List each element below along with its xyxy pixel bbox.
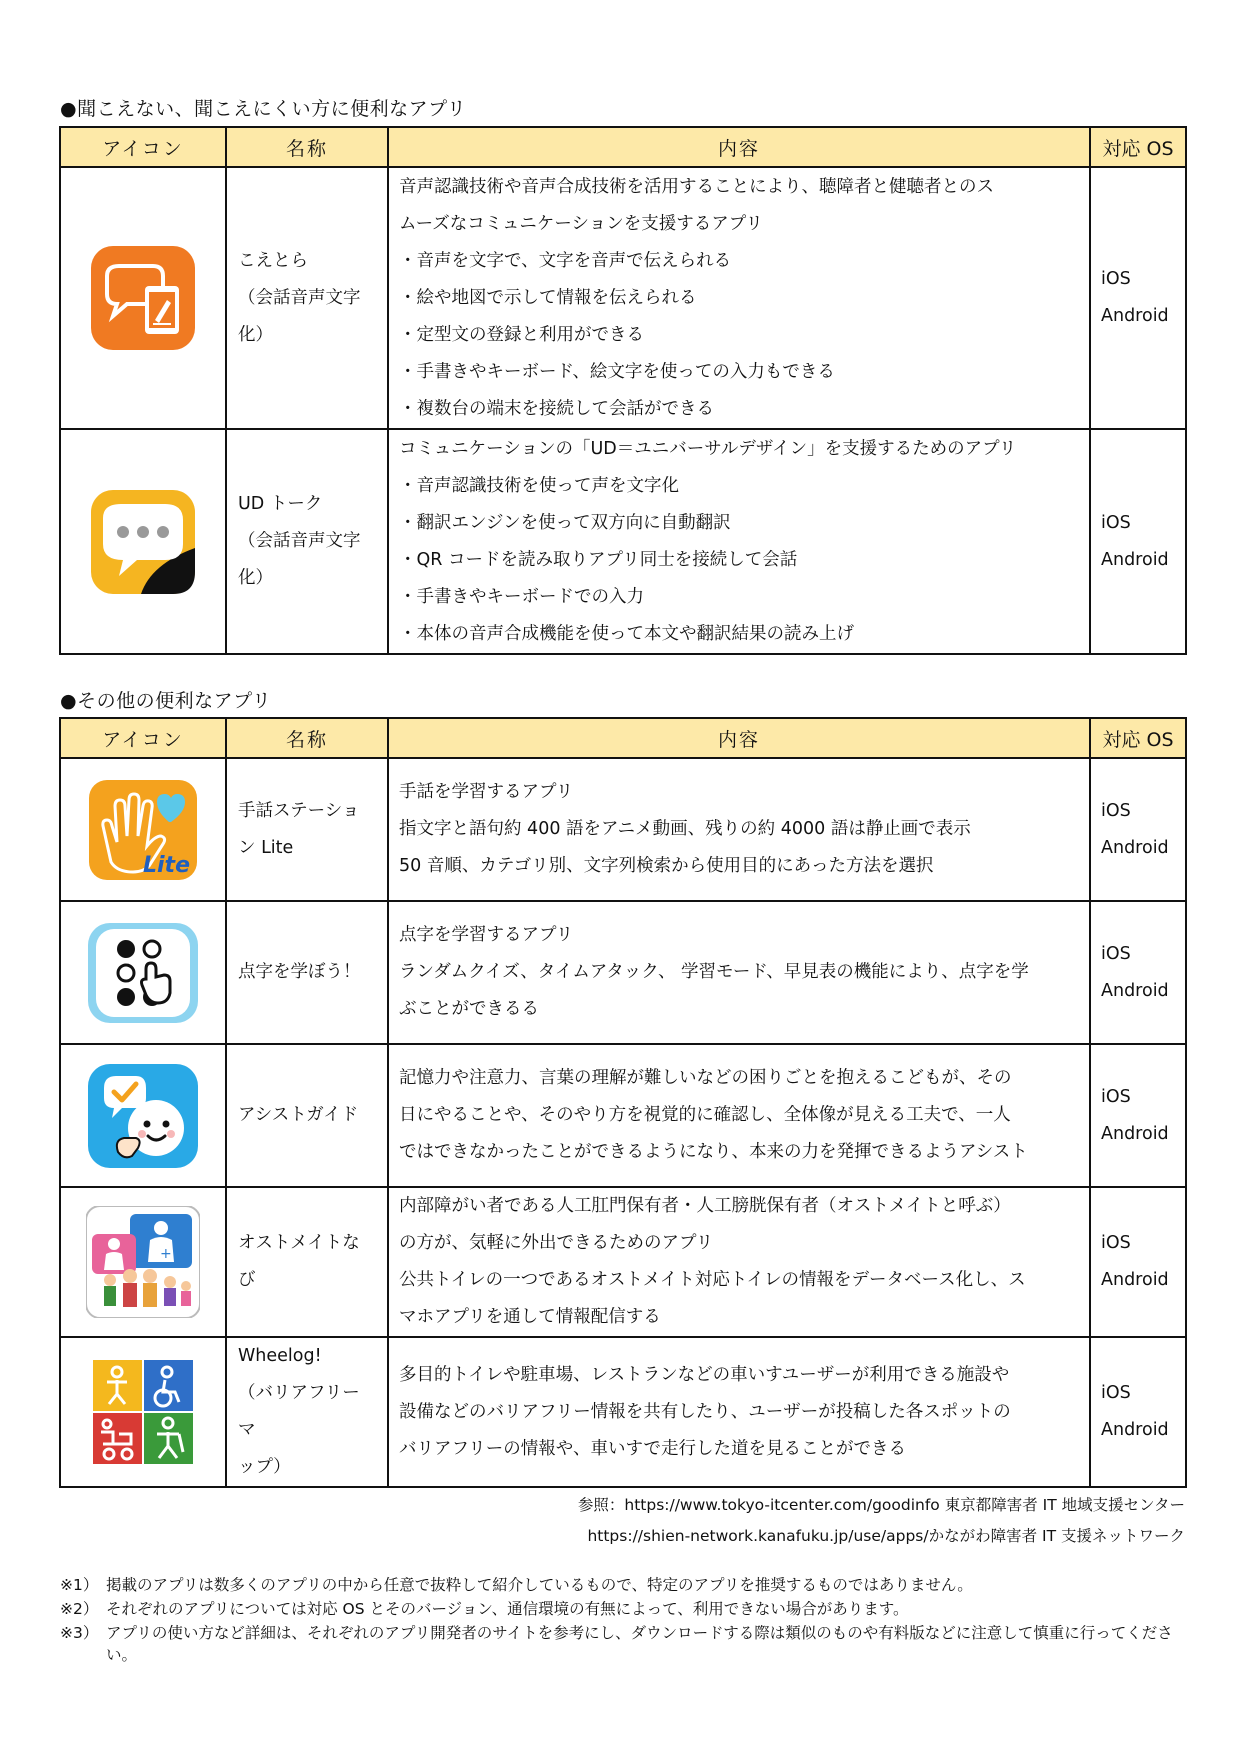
- table-row: [60, 1337, 1186, 1487]
- os-ios: iOS: [1101, 1086, 1131, 1107]
- sign-language-hand-heart-icon: [89, 780, 197, 880]
- footnote-2: [60, 1598, 1190, 1620]
- section-title-hearing: ●聞こえない、聞こえにくい方に便利なアプリ: [60, 98, 467, 120]
- lite-logo-text: Lite: [143, 852, 190, 878]
- section-title-other: ●その他の便利なアプリ: [60, 690, 272, 712]
- content-line: ムーズなコミュニケーションを支援するアプリ: [399, 213, 763, 234]
- content-line: ・QR コードを読み取りアプリ同士を接続して会話: [399, 549, 798, 570]
- other-apps-table: [59, 717, 1187, 1488]
- content-line: ぶことができるる: [399, 999, 539, 1019]
- app-name-line: Wheelog!: [238, 1346, 322, 1366]
- content-line: 公共トイレの一つであるオストメイト対応トイレの情報をデータベース化し、ス: [399, 1270, 1026, 1290]
- assist-guide-smiley-check-icon: [88, 1064, 198, 1168]
- content-line: ・音声を文字で、文字を音声で伝えられる: [399, 250, 732, 271]
- footnote-text: アプリの使い方など詳細は、それぞれのアプリ開発者のサイトを参考にし、ダウンロードする際は類似のものや有料版などに注意して慎重に行ってください。: [106, 1624, 1173, 1664]
- ud-talk-speech-bubble-icon: [91, 490, 195, 594]
- footnote-mark: ※2）: [60, 1600, 99, 1618]
- content-line: 指文字と語句約 400 語をアニメ動画、残りの約 4000 語は静止画で表示: [399, 819, 971, 839]
- reference-tokyo-itcenter: 参照：https://www.tokyo-itcenter.com/goodinfo 東京都障害者 IT 地域支援センター: [577, 1496, 1185, 1514]
- os-ios: iOS: [1101, 1233, 1131, 1253]
- content-line: 内部障がい者である人工肛門保有者・人工膀胱保有者（オストメイトと呼ぶ）: [399, 1196, 1011, 1216]
- table-row: [60, 1187, 1186, 1337]
- footnote-mark: ※3）: [60, 1624, 99, 1642]
- ostomate-family-restroom-icon: [86, 1206, 200, 1318]
- content-line: ・手書きやキーボードでの入力: [399, 586, 644, 607]
- reference-kanafuku: https://shien-network.kanafuku.jp/use/apps/かながわ障害者 IT 支援ネットワーク: [587, 1527, 1185, 1545]
- table-row: [60, 758, 1186, 901]
- os-ios: iOS: [1101, 512, 1131, 533]
- app-name-line: UD トーク: [238, 494, 323, 514]
- content-line: 点字を学習するアプリ: [399, 925, 574, 945]
- content-line: ・絵や地図で示して情報を伝えられる: [399, 287, 697, 308]
- header-content: 内容: [388, 127, 1090, 167]
- header-name: 名称: [226, 718, 388, 758]
- app-name-line: 化）: [238, 568, 273, 588]
- header-content: 内容: [388, 718, 1090, 758]
- footnote-text: 掲載のアプリは数多くのアプリの中から任意で抜粋して紹介しているもので、特定のアプリを推奨するものではありません。: [106, 1576, 973, 1594]
- footnote-3: [60, 1622, 1190, 1666]
- content-line: 音声認識技術や音声合成技術を活用することにより、聴障者と健聴者とのス: [399, 176, 994, 197]
- header-icon: アイコン: [60, 718, 226, 758]
- hearing-apps-table: [59, 126, 1187, 655]
- content-line: ・手書きやキーボード、絵文字を使っての入力もできる: [399, 361, 835, 382]
- content-line: 設備などのバリアフリー情報を共有したり、ユーザーが投稿した各スポットの: [399, 1401, 1011, 1422]
- app-name-line: （会話音声文字: [238, 287, 361, 308]
- content-line: 50 音順、カテゴリ別、文字列検索から使用目的にあった方法を選択: [399, 856, 934, 876]
- app-name-line: （バリアフリーマ: [238, 1383, 360, 1440]
- app-name-line: 化）: [238, 324, 273, 345]
- os-ios: iOS: [1101, 1383, 1131, 1403]
- app-name-line: 点字を学ぼう！: [238, 962, 361, 982]
- header-name: 名称: [226, 127, 388, 167]
- os-android: Android: [1101, 837, 1169, 858]
- header-os: 対応 OS: [1090, 718, 1186, 758]
- table-row: [60, 167, 1186, 429]
- os-android: Android: [1101, 1270, 1169, 1290]
- content-line: 日にやることや、そのやり方を視覚的に確認し、全体像が見える工夫で、一人: [399, 1105, 1011, 1125]
- content-line: コミュニケーションの「UD＝ユニバーサルデザイン」を支援するためのアプリ: [399, 438, 1017, 459]
- table-header-row: [60, 718, 1186, 758]
- app-name-line: （会話音声文字: [238, 531, 361, 551]
- app-name-line: アシストガイド: [238, 1105, 359, 1125]
- table-row: [60, 1044, 1186, 1187]
- content-line: 手話を学習するアプリ: [399, 782, 574, 802]
- content-line: ・定型文の登録と利用ができる: [399, 324, 644, 345]
- os-android: Android: [1101, 306, 1169, 326]
- table-row: [60, 901, 1186, 1044]
- os-android: Android: [1101, 549, 1169, 570]
- content-line: の方が、気軽に外出できるためのアプリ: [399, 1233, 714, 1253]
- os-android: Android: [1101, 980, 1169, 1001]
- koetora-speech-tablet-icon: [91, 246, 195, 350]
- ostomate-cross: +: [160, 1246, 172, 1262]
- header-icon: アイコン: [60, 127, 226, 167]
- os-ios: iOS: [1101, 800, 1131, 821]
- os-ios: iOS: [1101, 943, 1131, 964]
- content-line: 記憶力や注意力、言葉の理解が難しいなどの困りごとを抱えるこどもが、その: [399, 1068, 1012, 1088]
- content-line: 多目的トイレや駐車場、レストランなどの車いすユーザーが利用できる施設や: [399, 1364, 1010, 1385]
- content-line: ・翻訳エンジンを使って双方向に自動翻訳: [399, 512, 731, 533]
- braille-dots-hand-icon: [88, 923, 198, 1023]
- content-line: マホアプリを通して情報配信する: [399, 1307, 661, 1327]
- os-ios: iOS: [1101, 269, 1131, 289]
- os-android: Android: [1101, 1420, 1169, 1440]
- app-name-line: 手話ステーショ: [238, 800, 360, 821]
- content-line: ランダムクイズ、タイムアタック、 学習モード、早見表の機能により、点字を学: [399, 962, 1029, 982]
- footnote-text: それぞれのアプリについては対応 OS とそのバージョン、通信環境の有無によって、利用できない場合があります。: [106, 1600, 909, 1618]
- table-row: [60, 429, 1186, 654]
- table-header-row: [60, 127, 1186, 167]
- content-line: ・本体の音声合成機能を使って本文や翻訳結果の読み上げ: [399, 623, 854, 644]
- wheelog-accessibility-pictograms-icon: [93, 1360, 193, 1464]
- app-name-line: ン Lite: [238, 837, 294, 858]
- content-line: ・複数台の端末を接続して会話ができる: [399, 398, 714, 419]
- header-os: 対応 OS: [1090, 127, 1186, 167]
- content-line: ・音声認識技術を使って声を文字化: [399, 475, 679, 496]
- app-name-line: ップ）: [238, 1457, 291, 1477]
- app-name-line: オストメイトなび: [238, 1233, 360, 1290]
- footnote-mark: ※1）: [60, 1576, 99, 1594]
- os-android: Android: [1101, 1123, 1169, 1144]
- app-name-line: こえとら: [238, 250, 308, 271]
- content-line: ではできなかったことができるようになり、本来の力を発揮できるようアシスト: [399, 1142, 1028, 1162]
- content-line: バリアフリーの情報や、車いすで走行した道を見ることができる: [399, 1438, 906, 1459]
- footnote-1: [60, 1574, 1190, 1596]
